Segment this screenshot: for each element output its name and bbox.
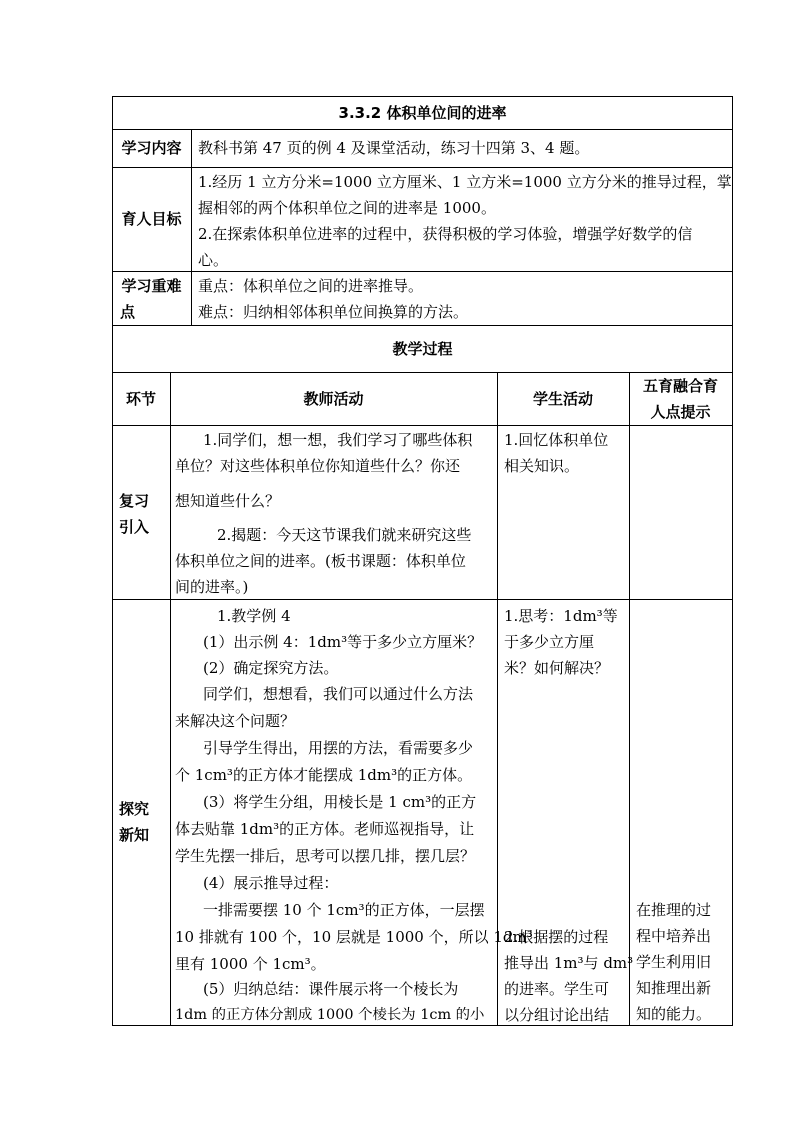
goals-line: 1.经历 1 立方分米=1000 立方厘米、1 立方米=1000 立方分米的推导过程，掌 [198,173,732,191]
explore-teacher-line: 引导学生得出，用摆的方法，看需要多少 [203,739,474,757]
review-teacher-line: 想知道些什么？ [175,492,281,510]
explore-student-line: 以分组讨论出结 [504,1006,610,1024]
explore-teacher-line: 10 排就有 100 个，10 层就是 1000 个，所以 1dm³ [175,928,533,946]
key-points-label: 点 [120,303,136,321]
review-student-line: 相关知识。 [504,457,580,475]
key-points-line: 重点：体积单位之间的进率推导。 [198,277,424,295]
process-title: 教学过程 [392,340,453,358]
table-border-right [732,96,733,1026]
explore-teacher-line: 个 1cm³的正方体才能摆成 1dm³的正方体。 [175,766,473,784]
goals-line: 握相邻的两个体积单位之间的进率是 1000。 [198,199,496,217]
explore-teacher-line: 同学们，想想看，我们可以通过什么方法 [203,685,474,703]
key-points-line: 难点：归纳相邻体积单位间换算的方法。 [198,303,469,321]
table-rule [112,325,733,326]
review-teacher-line: 2.揭题：今天这节课我们就来研究这些 [217,526,472,544]
stage-review: 复习 [119,492,150,510]
review-teacher-line: 1.同学们，想一想，我们学习了哪些体积 [203,431,473,449]
explore-note-line: 知的能力。 [636,1005,712,1023]
table-rule [112,167,733,168]
review-teacher-line: 间的进率。) [175,578,249,596]
goals-line: 心。 [198,251,229,269]
label-column-rule [191,129,192,326]
stage-column-rule [170,372,171,1026]
explore-teacher-line: 里有 1000 个 1cm³。 [175,955,326,973]
explore-teacher-line: 来解决这个问题？ [175,712,296,730]
explore-teacher-line: (5）归纳总结：课件展示将一个棱长为 [203,980,459,998]
table-rule [112,425,733,426]
key-points-label: 学习重难 [121,277,182,295]
explore-teacher-line: 1.教学例 4 [217,607,291,625]
explore-teacher-line: (1）出示例 4：1dm³等于多少立方厘米？ [203,633,483,651]
table-border-left [112,96,113,1026]
header-notes: 人点提示 [650,403,711,421]
explore-note-line: 程中培养出 [636,927,712,945]
header-notes: 五育融合育 [642,377,718,395]
header-student: 学生活动 [532,390,593,408]
table-rule [112,129,733,130]
explore-note-line: 知推理出新 [636,979,712,997]
explore-teacher-line: 一排需要摆 10 个 1cm³的正方体，一层摆 [203,901,485,919]
explore-student-line: 2.根据摆的过程 [504,928,609,946]
explore-teacher-line: 1dm 的正方体分割成 1000 个棱长为 1cm 的小 [175,1007,485,1023]
explore-teacher-line: (3）将学生分组，用棱长是 1 cm³的正方 [203,793,477,811]
explore-student-line: 1.思考：1dm³等 [504,607,618,625]
review-teacher-line: 单位？对这些体积单位你知道些什么？你还 [175,457,461,475]
stage-explore: 新知 [119,826,150,844]
goals-line: 2.在探索体积单位进率的过程中，获得积极的学习体验，增强学好数学的信 [198,225,693,243]
stage-review: 引入 [119,518,150,536]
goals-label: 育人目标 [121,210,182,228]
page-title: 3.3.2 体积单位间的进率 [338,104,507,122]
stage-explore: 探究 [119,800,150,818]
review-student-line: 1.回忆体积单位 [504,431,609,449]
table-border-top [112,96,733,97]
explore-teacher-line: 体去贴靠 1dm³的正方体。老师巡视指导，让 [175,820,475,838]
explore-student-line: 米？如何解决？ [504,659,610,677]
explore-note-line: 学生利用旧 [636,953,712,971]
explore-teacher-line: 学生先摆一排后，思考可以摆几排，摆几层？ [175,847,476,865]
content-label: 学习内容 [121,139,182,157]
content-text: 教科书第 47 页的例 4 及课堂活动，练习十四第 3、4 题。 [198,139,590,157]
explore-student-line: 于多少立方厘 [504,633,595,651]
header-teacher: 教师活动 [303,390,364,408]
explore-student-line: 的进率。学生可 [504,980,610,998]
explore-teacher-line: (2）确定探究方法。 [203,659,339,677]
student-column-rule [629,372,630,1026]
review-teacher-line: 体积单位之间的进率。(板书课题：体积单位 [175,552,466,570]
explore-note-line: 在推理的过 [636,901,712,919]
explore-student-line: 推导出 1m³与 dm³ [504,954,634,972]
explore-teacher-line: (4）展示推导过程： [203,874,339,892]
header-stage: 环节 [125,390,156,408]
